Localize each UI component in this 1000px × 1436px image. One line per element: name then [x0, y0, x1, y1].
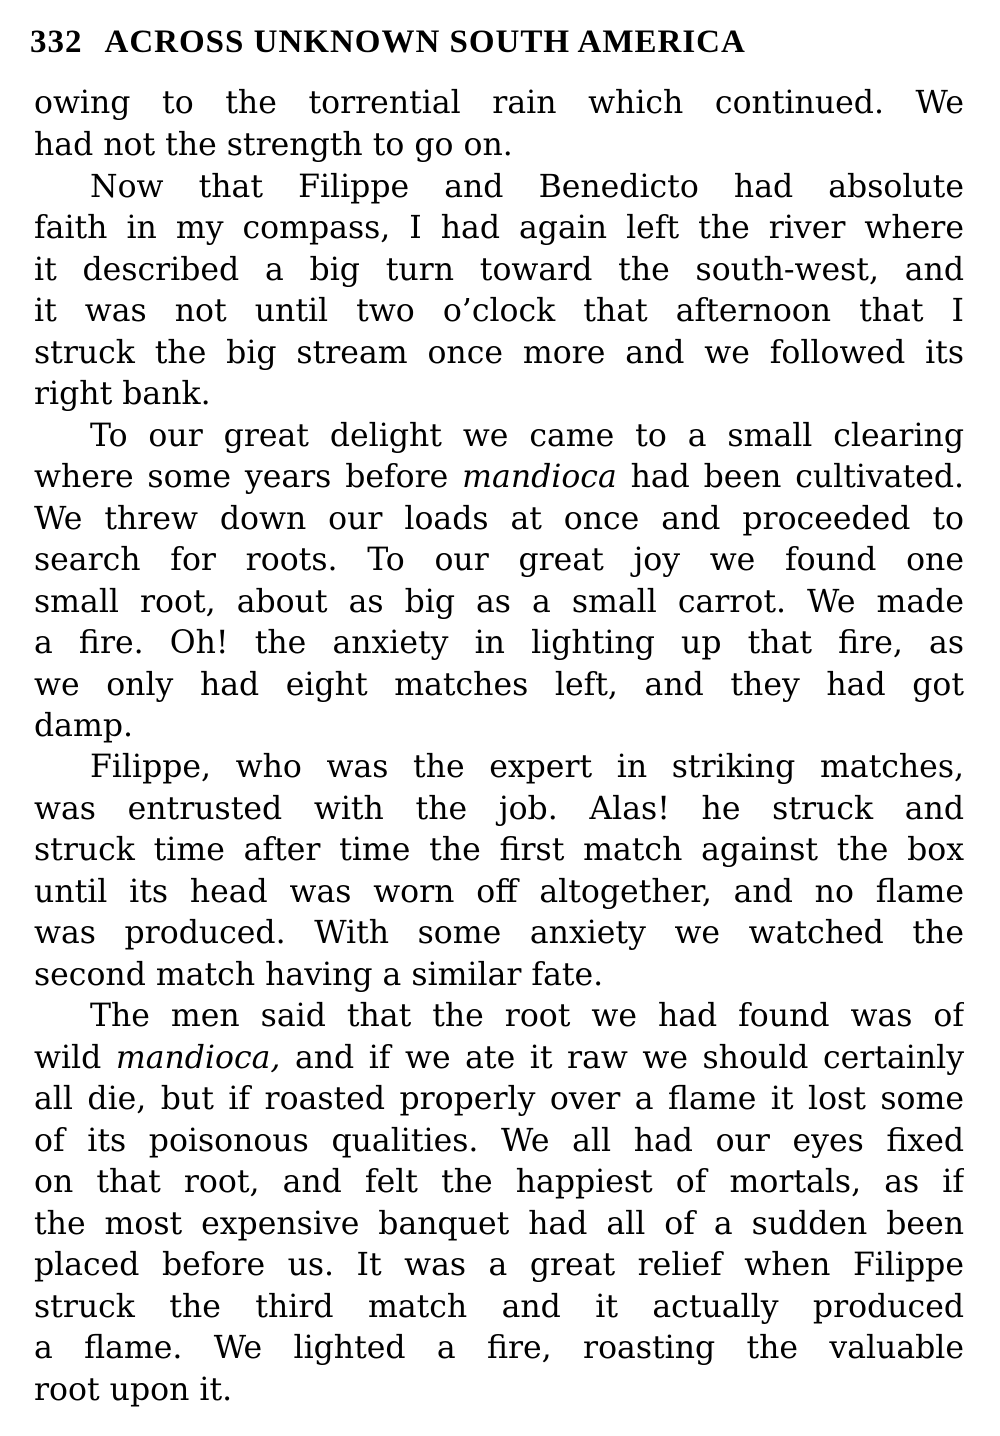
italic-word: mandioca,	[115, 1040, 281, 1076]
text-line	[34, 1037, 964, 1079]
text-segment: wild	[34, 1040, 116, 1076]
text-line: a flame. We lighted a fire, roasting the valuable	[34, 1330, 964, 1366]
text-line: search for roots. To our great joy we found one	[34, 542, 964, 578]
text-line: had not the strength to go on.	[34, 127, 513, 163]
text-line: struck the third match and it actually produced	[34, 1289, 964, 1325]
text-line: of its poisonous qualities. We all had our eyes fixed	[34, 1123, 964, 1159]
text-line: was produced. With some anxiety we watched the	[34, 915, 964, 951]
text-line: struck the big stream once more and we followed its	[34, 335, 964, 371]
text-line: until its head was worn off altogether, and no flame	[34, 874, 964, 910]
text-line: on that root, and felt the happiest of mortals, as if	[34, 1164, 964, 1200]
text-line: the most expensive banquet had all of a sudden been	[34, 1206, 964, 1242]
text-line: faith in my compass, I had again left the river where	[34, 210, 964, 246]
text-line: we only had eight matches left, and they had got	[34, 667, 964, 703]
text-line: right bank.	[34, 376, 211, 412]
book-title: ACROSS UNKNOWN SOUTH AMERICA	[104, 24, 746, 60]
running-head	[30, 20, 970, 64]
text-line	[34, 456, 964, 498]
text-line: a fire. Oh! the anxiety in lighting up that fire, as	[34, 625, 964, 661]
text-line: damp.	[34, 708, 133, 744]
text-line: owing to the torrential rain which continued. We	[34, 85, 964, 121]
text-line: small root, about as big as a small carrot. We made	[34, 584, 964, 620]
text-line: second match having a similar fate.	[34, 957, 604, 993]
paragraph-first-line: Now that Filippe and Benedicto had absolute	[90, 169, 964, 205]
text-line: root upon it.	[34, 1372, 233, 1408]
text-segment: had been cultivated.	[616, 459, 964, 495]
italic-word: mandioca	[462, 459, 617, 495]
text-segment: and if we ate it raw we should certainly	[280, 1040, 964, 1076]
text-line: it described a big turn toward the south-west, and	[34, 252, 964, 288]
text-line: We threw down our loads at once and proceeded to	[34, 501, 964, 537]
page-number: 332	[30, 24, 83, 60]
text-segment: where some years before	[34, 459, 463, 495]
text-line: placed before us. It was a great relief when Filippe	[34, 1247, 964, 1283]
text-line: all die, but if roasted properly over a flame it lost some	[34, 1081, 964, 1117]
paragraph-first-line: To our great delight we came to a small clearing	[90, 418, 964, 454]
text-line: struck time after time the first match against the box	[34, 832, 964, 868]
text-line: it was not until two o’clock that afternoon that I	[34, 293, 964, 329]
paragraph-first-line: The men said that the root we had found was of	[90, 998, 964, 1034]
paragraph-first-line: Filippe, who was the expert in striking matches,	[90, 749, 964, 785]
text-line: was entrusted with the job. Alas! he struck and	[34, 791, 964, 827]
